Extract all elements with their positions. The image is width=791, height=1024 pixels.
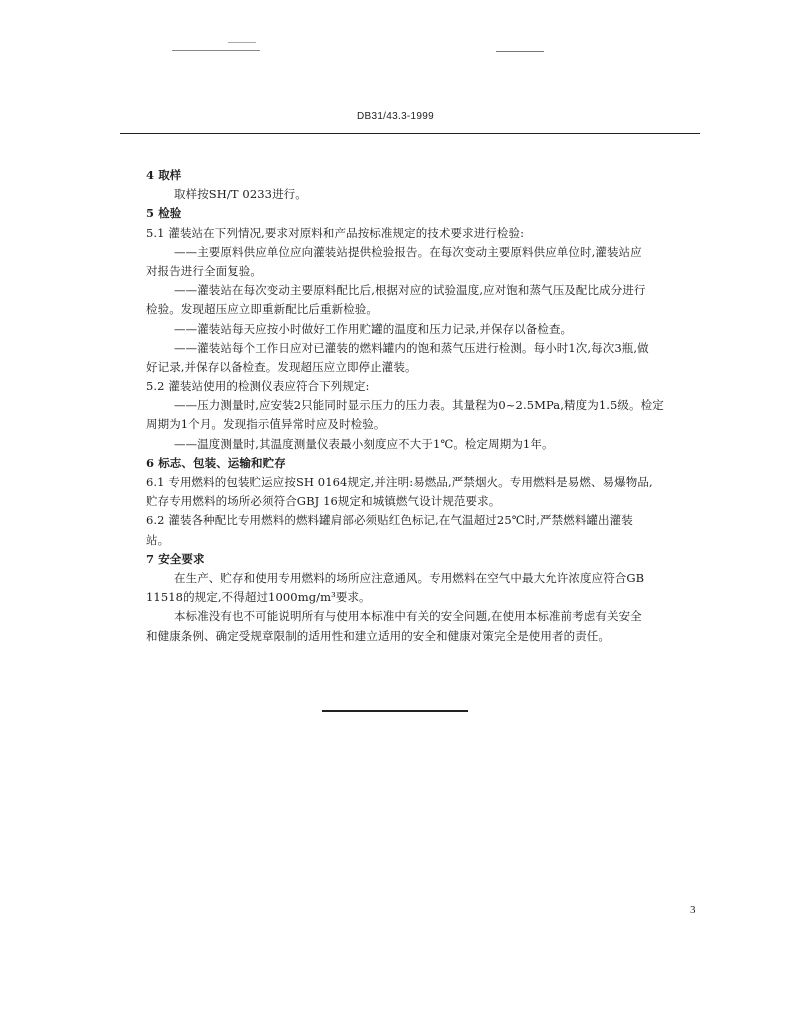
text-line: 和健康条例、确定受规章限制的适用性和建立适用的安全和健康对策完全是使用者的责任。 bbox=[146, 628, 610, 643]
standard-code-header: DB31/43.3-1999 bbox=[356, 111, 435, 122]
scan-artifact bbox=[228, 42, 256, 43]
text-line: 好记录,并保存以备检查。发现超压应立即停止灌装。 bbox=[146, 359, 417, 374]
text-line: 对报告进行全面复验。 bbox=[146, 263, 262, 278]
scan-artifact bbox=[496, 51, 544, 52]
text-line: 在生产、贮存和使用专用燃料的场所应注意通风。专用燃料在空气中最大允许浓度应符合GB bbox=[174, 570, 645, 585]
text-line: 6.2 灌装各种配比专用燃料的燃料罐肩部必须贴红色标记,在气温超过25℃时,严禁燃料罐出灌装 bbox=[146, 513, 633, 528]
text-line: 取样按SH/T 0233进行。 bbox=[174, 187, 307, 202]
text-line: 周期为1个月。发现指示值异常时应及时检验。 bbox=[146, 417, 386, 432]
text-line: ——灌装站每天应按小时做好工作用贮罐的温度和压力记录,并保存以备检查。 bbox=[174, 321, 573, 336]
section-heading: 4 取样 bbox=[146, 168, 182, 182]
text-line: 5.2 灌装站使用的检测仪表应符合下列规定: bbox=[146, 379, 370, 394]
scan-artifact bbox=[172, 50, 260, 51]
text-line: 6.1 专用燃料的包装贮运应按SH 0164规定,并注明:易燃品,严禁烟火。专用燃料是易燃、易爆物品, bbox=[146, 475, 653, 489]
text-line: 站。 bbox=[146, 532, 170, 547]
page-number: 3 bbox=[690, 904, 696, 916]
text-line: 5.1 灌装站在下列情况,要求对原料和产品按标准规定的技术要求进行检验: bbox=[146, 225, 525, 240]
section-heading: 7 安全要求 bbox=[146, 551, 205, 566]
text-line: 检验。发现超压应立即重新配比后重新检验。 bbox=[146, 302, 378, 317]
end-of-standard-rule bbox=[322, 710, 468, 712]
text-line: 贮存专用燃料的场所必须符合GBJ 16规定和城镇燃气设计规范要求。 bbox=[146, 494, 501, 509]
header-rule bbox=[120, 133, 700, 134]
text-line: ——温度测量时,其温度测量仪表最小刻度应不大于1℃。检定周期为1年。 bbox=[174, 436, 554, 451]
section-heading: 5 检验 bbox=[146, 206, 182, 221]
text-line: 本标准没有也不可能说明所有与使用本标准中有关的安全问题,在使用本标准前考虑有关安全 bbox=[174, 609, 642, 624]
text-line: ——灌装站在每次变动主要原料配比后,根据对应的试验温度,应对饱和蒸气压及配比成分进行 bbox=[174, 283, 646, 298]
text-line: ——压力测量时,应安装2只能同时显示压力的压力表。其量程为0~2.5MPa,精度为1.5级。检定 bbox=[174, 398, 664, 413]
section-heading: 6 标志、包装、运输和贮存 bbox=[146, 455, 286, 470]
document-body bbox=[146, 166, 694, 646]
text-line: ——主要原料供应单位应向灌装站提供检验报告。在每次变动主要原料供应单位时,灌装站应 bbox=[174, 244, 642, 259]
text-line: 11518的规定,不得超过1000mg/m³要求。 bbox=[146, 590, 371, 605]
text-line: ——灌装站每个工作日应对已灌装的燃料罐内的饱和蒸气压进行检测。每小时1次,每次3瓶,做 bbox=[174, 340, 649, 355]
